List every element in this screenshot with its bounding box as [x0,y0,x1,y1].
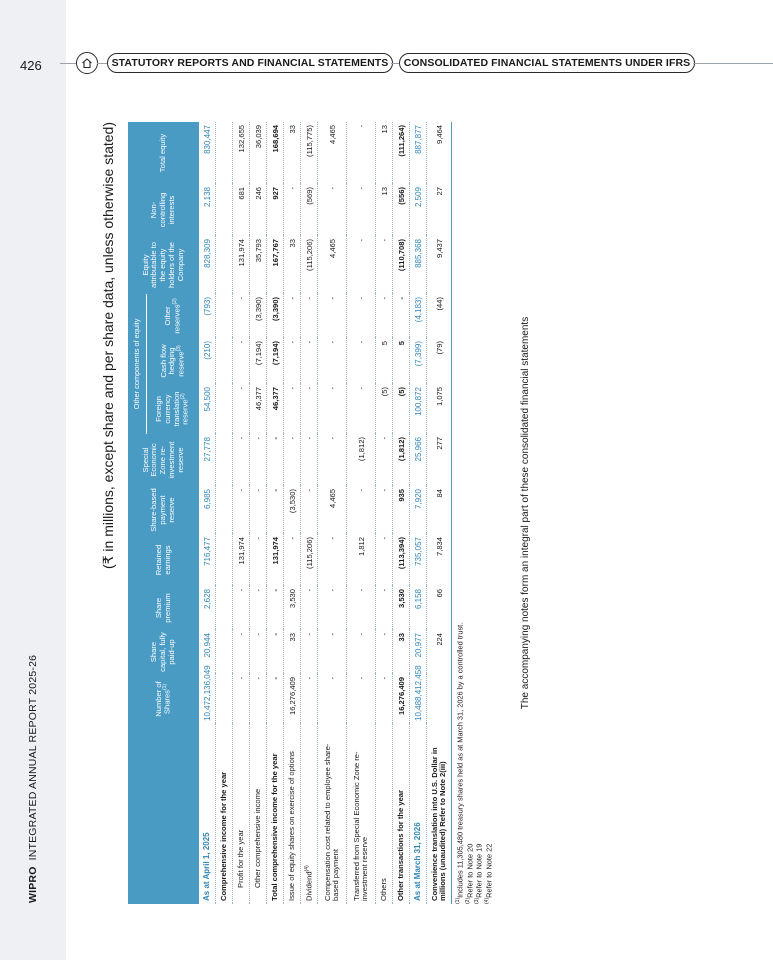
table-cell: - [376,434,393,486]
col-header: Retained earnings [128,534,199,586]
table-cell: 46,377 [250,384,267,434]
table-cell: 27,778 [199,434,216,486]
table-cell: 4,465 [318,236,347,294]
table-cell [427,674,452,724]
table-cell: - [318,534,347,586]
table-cell: - [318,630,347,674]
table-cell: - [267,674,284,724]
units-caption: (₹ in millions, except share and per share data, unless otherwise stated) [100,122,116,570]
table-cell: 927 [267,184,284,236]
table-cell: 935 [393,486,410,534]
table-cell: 10,488,412,458 [410,674,427,724]
table-cell: - [318,294,347,338]
table-cell: - [250,630,267,674]
table-cell: (556) [393,184,410,236]
table-cell: (110,708) [393,236,410,294]
table-cell: - [233,630,250,674]
table-cell: 167,767 [267,236,284,294]
table-cell: - [233,434,250,486]
row-label: Issue of equity shares on exercise of options [284,724,301,904]
table-cell: - [267,434,284,486]
table-cell [216,294,233,338]
table-cell: - [318,384,347,434]
table-cell: - [301,434,318,486]
table-row [267,122,284,904]
row-label: Transferred from Special Economic Zone re-investment reserve [347,724,376,904]
col-header: Special Economic Zone re-investment reserve [128,434,199,486]
table-cell: 887,877 [410,122,427,184]
table-cell: - [233,486,250,534]
table-row [410,122,427,904]
table-cell: 20,944 [199,630,216,674]
footnotes [455,122,494,904]
table-row [393,122,410,904]
table-cell [216,236,233,294]
row-label: Convenience translation into U.S. Dollar in millions (unaudited) Refer to Note 2(iii) [427,724,452,904]
table-cell [216,338,233,384]
table-cell: 4,465 [318,486,347,534]
row-label: Other comprehensive income [250,724,267,904]
table-cell: 7,920 [410,486,427,534]
table-cell: - [301,630,318,674]
col-header: Non-controlling interests [128,184,199,236]
table-row [233,122,250,904]
table-cell: - [318,184,347,236]
table-cell: 54,500 [199,384,216,434]
home-icon[interactable] [76,52,98,74]
table-cell [216,122,233,184]
table-cell: - [250,434,267,486]
table-cell: - [233,674,250,724]
table-cell: - [376,486,393,534]
table-cell: 20,977 [410,630,427,674]
table-cell: 33 [284,630,301,674]
row-label: Other transactions for the year [393,724,410,904]
table-cell: - [393,294,410,338]
footnote: $^{(4)}$Refer to Note 22 [484,843,494,904]
table-cell: 100,872 [410,384,427,434]
table-cell: 277 [427,434,452,486]
table-cell: 6,158 [410,586,427,630]
table-cell: - [284,338,301,384]
table-cell: - [284,534,301,586]
table-cell: 10,472,136,049 [199,674,216,724]
table-cell: (111,264) [393,122,410,184]
table-cell: - [347,294,376,338]
table-cell: - [347,236,376,294]
table-cell: 27 [427,184,452,236]
table-cell: - [301,338,318,384]
table-cell: 1,075 [427,384,452,434]
table-cell: - [318,434,347,486]
row-label: Total comprehensive income for the year [267,724,284,904]
table-cell: 3,530 [393,586,410,630]
table-cell: (115,775) [301,122,318,184]
col-header: Number of Shares$^{(1)}$ [128,674,199,724]
col-header: Equity attributable to the equity holders of the Company [128,236,199,294]
table-cell: (115,206) [301,236,318,294]
table-cell: (210) [199,338,216,384]
equity-statement-table [128,122,452,904]
table-cell: 132,655 [233,122,250,184]
table-cell: 13 [376,122,393,184]
table-cell: (793) [199,294,216,338]
table-cell: - [284,184,301,236]
group-header: Other components of equity [128,294,147,434]
table-cell: - [250,586,267,630]
table-cell: - [318,586,347,630]
table-cell: - [233,294,250,338]
table-cell: - [267,486,284,534]
table-cell: 66 [427,586,452,630]
table-row [427,122,452,904]
table-row [284,122,301,904]
table-cell: - [347,384,376,434]
table-cell: 2,628 [199,586,216,630]
table-cell: 9,464 [427,122,452,184]
table-cell: - [318,674,347,724]
table-cell: (115,206) [301,534,318,586]
table-cell: (79) [427,338,452,384]
table-cell: 9,437 [427,236,452,294]
accompanying-notes: The accompanying notes form an integral part of these consolidated financial statements [520,316,531,710]
table-cell: - [347,184,376,236]
running-header [27,655,39,903]
table-cell: 716,477 [199,534,216,586]
table-cell: - [301,486,318,534]
table-cell: - [376,534,393,586]
table-cell: - [233,384,250,434]
table-cell: 5 [376,338,393,384]
table-cell: 33 [284,236,301,294]
row-label: As at April 1, 2025 [199,724,216,904]
table-cell: 735,057 [410,534,427,586]
table-cell: 2,138 [199,184,216,236]
table-cell: 84 [427,486,452,534]
table-cell: 1,812 [347,534,376,586]
col-header: Share capital, fully paid-up [128,630,199,674]
table-cell: - [376,294,393,338]
page-number: 426 [20,58,42,73]
table-cell [216,534,233,586]
table-cell: (5) [393,384,410,434]
table-cell: 131,974 [267,534,284,586]
table-cell: - [376,236,393,294]
table-cell: - [347,486,376,534]
nav-consolidated-ifrs[interactable]: CONSOLIDATED FINANCIAL STATEMENTS UNDER IFRS [399,53,695,73]
table-cell [216,434,233,486]
footnote: $^{(1)}$Includes 11,305,480 treasury shares held as at March 31, 2026 by a controlled trust. [455,622,465,904]
table-cell: - [233,338,250,384]
statement-content [100,122,553,904]
header-line [391,63,399,64]
table-cell: - [284,434,301,486]
table-cell: 33 [284,122,301,184]
table-cell: 16,276,409 [393,674,410,724]
table-cell: 46,377 [267,384,284,434]
table-cell: (3,390) [250,294,267,338]
table-cell: (4,183) [410,294,427,338]
table-cell: - [267,586,284,630]
table-cell: - [301,674,318,724]
col-header: Cash flow hedging reserve$^{(3)}$ [147,338,200,384]
header-line [60,63,76,64]
table-cell: (7,194) [267,338,284,384]
table-cell: - [376,674,393,724]
table-cell: (7,194) [250,338,267,384]
table-cell: (7,399) [410,338,427,384]
table-cell: - [301,384,318,434]
table-cell: (3,530) [284,486,301,534]
table-cell: - [284,294,301,338]
nav-statutory-reports[interactable]: STATUTORY REPORTS AND FINANCIAL STATEMENTS [107,53,393,73]
table-cell: 6,985 [199,486,216,534]
table-row [216,122,233,904]
table-cell: - [376,586,393,630]
table-cell: (1,812) [347,434,376,486]
table-cell: - [347,630,376,674]
table-cell: - [347,338,376,384]
row-label: As at March 31, 2026 [410,724,427,904]
table-cell: - [250,486,267,534]
table-cell: 246 [250,184,267,236]
col-header: Share-based payment reserve [128,486,199,534]
table-cell: 4,465 [318,122,347,184]
footnote: $^{(2)}$Refer to Note 20 [464,843,475,904]
table-cell: 830,447 [199,122,216,184]
header-line [693,63,773,64]
table-cell: 5 [393,338,410,384]
table-cell: (3,390) [267,294,284,338]
table-cell: 35,793 [250,236,267,294]
label-header [128,724,199,904]
table-cell: - [376,630,393,674]
table-cell [216,486,233,534]
row-label: Comprehensive income for the year [216,724,233,904]
report-title: INTEGRATED ANNUAL REPORT 2025-26 [27,654,39,861]
table-row [347,122,376,904]
table-cell: 885,368 [410,236,427,294]
table-cell: - [284,384,301,434]
table-cell: 828,309 [199,236,216,294]
row-label: Profit for the year [233,724,250,904]
brand-logo: WIPRO [27,866,39,903]
table-cell: (569) [301,184,318,236]
table-cell: 36,039 [250,122,267,184]
table-cell: (113,394) [393,534,410,586]
table-cell: 7,834 [427,534,452,586]
table-cell: - [301,586,318,630]
table-cell: 168,694 [267,122,284,184]
table-cell: - [347,586,376,630]
header-line [97,63,107,64]
table-cell: 131,974 [233,236,250,294]
table-cell: 224 [427,630,452,674]
table-cell: 25,966 [410,434,427,486]
table-cell: (1,812) [393,434,410,486]
table-row [250,122,267,904]
footnote: $^{(3)}$Refer to Note 19 [474,843,484,904]
table-cell: - [318,338,347,384]
table-cell: - [301,294,318,338]
col-header: Foreign currency translation reserve$^{(2)}$ [147,384,200,434]
table-cell [216,184,233,236]
table-cell: 2,509 [410,184,427,236]
table-cell: 33 [393,630,410,674]
table-cell: 3,530 [284,586,301,630]
col-header: Total equity [128,122,199,184]
row-label: Dividend$^{(4)}$ [301,724,318,904]
table-cell: - [347,122,376,184]
table-cell [216,674,233,724]
table-cell: - [267,630,284,674]
row-label: Compensation cost related to employee share-based payment [318,724,347,904]
table-cell: - [233,586,250,630]
table-row [376,122,393,904]
row-label: Others [376,724,393,904]
table-cell: 131,974 [233,534,250,586]
table-row [301,122,318,904]
table-cell: - [250,534,267,586]
table-cell: - [347,674,376,724]
table-cell: - [250,674,267,724]
table-cell: 681 [233,184,250,236]
table-cell: 16,276,409 [284,674,301,724]
table-row [318,122,347,904]
table-cell [216,384,233,434]
table-cell: (5) [376,384,393,434]
table-row [199,122,216,904]
table-cell [216,586,233,630]
table-cell: 13 [376,184,393,236]
table-cell: (44) [427,294,452,338]
col-header: Share premium [128,586,199,630]
table-cell [216,630,233,674]
col-header: Other reserves$^{(2)}$ [147,294,200,338]
